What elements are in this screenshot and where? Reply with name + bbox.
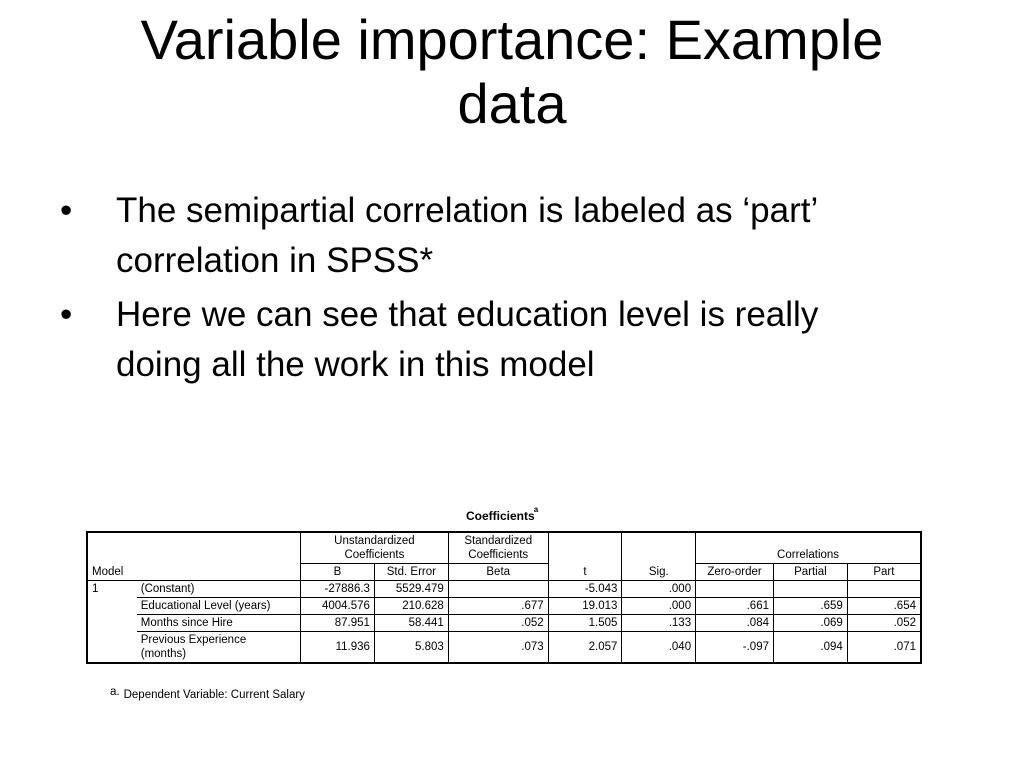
cell-zero-order: -.097 <box>696 632 774 664</box>
table-title-footnote-mark: a <box>533 505 539 514</box>
cell-partial: .069 <box>774 615 848 632</box>
header-empty <box>622 532 696 564</box>
table-title-text: Coefficients <box>466 509 535 523</box>
header-zero-order: Zero-order <box>696 564 774 581</box>
cell-beta: .073 <box>448 632 548 664</box>
header-model: Model <box>87 564 301 581</box>
cell-partial: .659 <box>774 598 848 615</box>
bullet-text-line-2: correlation in SPSS* <box>116 241 434 280</box>
model-spacer <box>87 615 137 632</box>
cell-part: .052 <box>847 615 921 632</box>
cell-beta: .677 <box>448 598 548 615</box>
cell-beta <box>448 581 548 598</box>
cell-b: 4004.576 <box>301 598 375 615</box>
cell-zero-order <box>696 581 774 598</box>
bullet-item <box>60 290 960 390</box>
row-label <box>137 632 301 664</box>
coefficients-table-title <box>466 505 539 523</box>
cell-beta: .052 <box>448 615 548 632</box>
table-row <box>87 632 921 664</box>
bullet-item <box>60 186 960 286</box>
cell-sig: .040 <box>622 632 696 664</box>
header-part: Part <box>847 564 921 581</box>
cell-t: -5.043 <box>548 581 622 598</box>
bullet-marker: • <box>60 295 73 334</box>
table-header-row-groups <box>87 532 921 564</box>
header-correlations: Correlations <box>696 532 921 564</box>
footnote-text: Dependent Variable: Current Salary <box>123 689 305 701</box>
cell-b: 11.936 <box>301 632 375 664</box>
cell-t: 1.505 <box>548 615 622 632</box>
row-label: Educational Level (years) <box>137 598 301 615</box>
slide-title-line-2: data <box>457 72 567 135</box>
bullet-text-line-2: doing all the work in this model <box>116 345 595 384</box>
cell-part: .071 <box>847 632 921 664</box>
cell-t: 19.013 <box>548 598 622 615</box>
header-partial: Partial <box>774 564 848 581</box>
table-header-row-columns <box>87 564 921 581</box>
cell-partial: .094 <box>774 632 848 664</box>
table-row <box>87 615 921 632</box>
cell-t: 2.057 <box>548 632 622 664</box>
slide-title <box>0 8 1024 136</box>
header-std-error: Std. Error <box>374 564 448 581</box>
header-t: t <box>548 564 622 581</box>
model-number: 1 <box>87 581 137 598</box>
row-label: Months since Hire <box>137 615 301 632</box>
table-footnote <box>110 686 305 701</box>
cell-std-error: 58.441 <box>374 615 448 632</box>
row-label-line-1: Previous Experience <box>140 634 247 646</box>
cell-std-error: 210.628 <box>374 598 448 615</box>
header-empty <box>87 532 137 564</box>
bullet-text-line-1: The semipartial correlation is labeled as ‘part’ <box>116 191 819 230</box>
row-label-line-2: (months) <box>140 648 187 660</box>
header-empty <box>137 532 301 564</box>
coefficients-table <box>86 531 922 664</box>
cell-b: 87.951 <box>301 615 375 632</box>
slide-title-line-1: Variable importance: Example <box>140 8 884 71</box>
header-sig: Sig. <box>622 564 696 581</box>
bullet-list <box>60 186 960 394</box>
header-b: B <box>301 564 375 581</box>
header-empty <box>548 532 622 564</box>
cell-part: .654 <box>847 598 921 615</box>
header-beta: Beta <box>448 564 548 581</box>
table-row <box>87 581 921 598</box>
cell-partial <box>774 581 848 598</box>
model-spacer <box>87 632 137 664</box>
cell-std-error: 5529.479 <box>374 581 448 598</box>
table-row <box>87 598 921 615</box>
bullet-marker: • <box>60 191 73 230</box>
bullet-text-line-1: Here we can see that education level is really <box>116 295 819 334</box>
header-standardized: Standardized Coefficients <box>448 532 548 564</box>
header-unstandardized: Unstandardized Coefficients <box>301 532 449 564</box>
cell-part <box>847 581 921 598</box>
cell-zero-order: .084 <box>696 615 774 632</box>
cell-zero-order: .661 <box>696 598 774 615</box>
cell-b: -27886.3 <box>301 581 375 598</box>
row-label: (Constant) <box>137 581 301 598</box>
footnote-mark: a. <box>110 686 120 698</box>
cell-sig: .000 <box>622 581 696 598</box>
cell-sig: .000 <box>622 598 696 615</box>
cell-sig: .133 <box>622 615 696 632</box>
model-spacer <box>87 598 137 615</box>
cell-std-error: 5.803 <box>374 632 448 664</box>
